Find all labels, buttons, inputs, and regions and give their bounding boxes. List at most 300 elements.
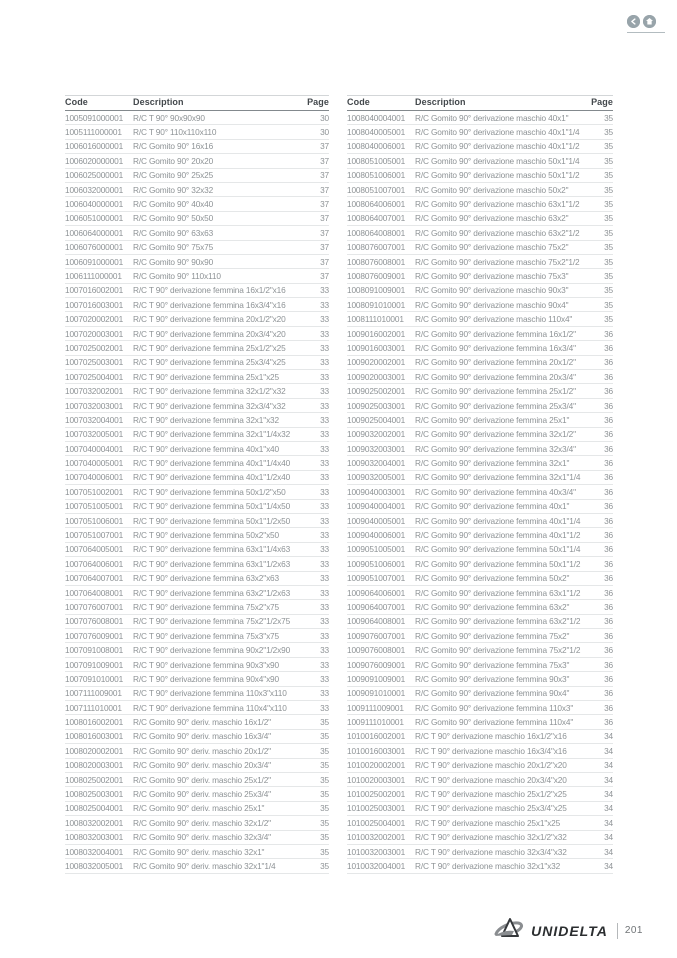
- cell-page: 36: [604, 688, 613, 699]
- cell-page: 35: [604, 199, 613, 210]
- cell-page: 33: [320, 659, 329, 670]
- cell-code: 1010032004001: [347, 861, 406, 871]
- cell-description: R/C Gomito 90° derivazione femmina 75x3": [415, 659, 570, 670]
- cell-page: 35: [320, 731, 329, 742]
- cell-description: R/C Gomito 90° 63x63: [133, 227, 214, 238]
- cell-description: R/C Gomito 90° deriv. maschio 25x1/2": [133, 774, 271, 785]
- cell-page: 33: [320, 558, 329, 569]
- table-row: [347, 643, 613, 657]
- cell-code: 1009076007001: [347, 630, 406, 641]
- cell-page: 33: [320, 501, 329, 512]
- cell-code: 1009076008001: [347, 645, 406, 656]
- table-row: [65, 111, 329, 125]
- cell-description: R/C Gomito 90° derivazione femmina 16x3/4": [415, 342, 576, 353]
- table-row: [347, 859, 613, 873]
- cell-page: 33: [320, 486, 329, 497]
- cell-code: 1008091010001: [347, 299, 406, 310]
- back-button[interactable]: [627, 15, 640, 28]
- cell-code: 1009016002001: [347, 328, 406, 339]
- cell-description: R/C T 90° derivazione femmina 40x1"1/4x40: [133, 458, 291, 469]
- cell-page: 33: [320, 314, 329, 325]
- cell-page: 33: [320, 673, 329, 684]
- cell-code: 1007025002001: [65, 342, 124, 353]
- cell-description: R/C Gomito 90° deriv. maschio 32x1": [133, 846, 265, 857]
- cell-description: R/C T 90° derivazione maschio 32x1"x32: [415, 861, 561, 871]
- cell-page: 36: [604, 357, 613, 368]
- cell-page: 35: [320, 760, 329, 771]
- cell-code: 1006051000001: [65, 213, 124, 224]
- cell-code: 1006076000001: [65, 242, 124, 253]
- cell-code: 1007091009001: [65, 659, 124, 670]
- cell-code: 1008032002001: [65, 817, 124, 828]
- table-row: [65, 370, 329, 384]
- table-row: [347, 197, 613, 211]
- cell-code: 1006020000001: [65, 155, 124, 166]
- table-row: [347, 284, 613, 298]
- table-row: [65, 658, 329, 672]
- cell-description: R/C T 90° derivazione femmina 32x1/2"x32: [133, 386, 286, 397]
- cell-page: 37: [320, 170, 329, 181]
- cell-description: R/C Gomito 90° derivazione maschio 75x3": [415, 270, 569, 281]
- cell-page: 36: [604, 429, 613, 440]
- table-row: [65, 514, 329, 528]
- cell-description: R/C T 90° derivazione femmina 32x3/4"x32: [133, 400, 286, 411]
- cell-page: 36: [604, 659, 613, 670]
- table-row: [65, 557, 329, 571]
- table-row: [65, 715, 329, 729]
- table-row: [65, 759, 329, 773]
- cell-description: R/C T 90° derivazione femmina 63x2"x63: [133, 573, 279, 584]
- cell-description: R/C Gomito 90° derivazione maschio 40x1"1/4: [415, 127, 580, 138]
- cell-description: R/C T 90° 110x110x110: [133, 127, 217, 138]
- cell-page: 37: [320, 184, 329, 195]
- cell-code: 1008016003001: [65, 731, 124, 742]
- table-header-row: [65, 95, 329, 111]
- cell-description: R/C Gomito 90° derivazione maschio 90x4": [415, 299, 569, 310]
- product-index-table-right: [347, 95, 613, 874]
- cell-page: 33: [320, 342, 329, 353]
- cell-code: 1008064007001: [347, 213, 406, 224]
- cell-code: 1007032003001: [65, 400, 124, 411]
- cell-description: R/C Gomito 90° 16x16: [133, 141, 214, 152]
- column-header-page: Page: [591, 97, 613, 107]
- cell-description: R/C Gomito 90° derivazione maschio 50x1"1/4: [415, 155, 580, 166]
- cell-description: R/C T 90° derivazione femmina 25x1"x25: [133, 371, 279, 382]
- table-row: [347, 615, 613, 629]
- cell-description: R/C Gomito 90° derivazione femmina 75x2": [415, 630, 570, 641]
- cell-page: 35: [320, 817, 329, 828]
- cell-page: 37: [320, 242, 329, 253]
- cell-description: R/C Gomito 90° derivazione femmina 63x2": [415, 601, 570, 612]
- table-row: [347, 212, 613, 226]
- table-row: [65, 500, 329, 514]
- cell-description: R/C T 90° derivazione femmina 20x1/2"x20: [133, 314, 286, 325]
- cell-code: 1007040005001: [65, 458, 124, 469]
- cell-code: 1010025004001: [347, 817, 406, 828]
- table-row: [347, 255, 613, 269]
- cell-code: 1005111000001: [65, 127, 122, 138]
- cell-description: R/C Gomito 90° 90x90: [133, 256, 214, 267]
- cell-code: 1008032003001: [65, 832, 124, 843]
- cell-page: 35: [320, 745, 329, 756]
- cell-page: 34: [604, 774, 613, 785]
- table-row: [347, 169, 613, 183]
- footer-divider: [617, 923, 618, 939]
- cell-page: 36: [604, 717, 613, 728]
- cell-code: 1007076007001: [65, 601, 124, 612]
- cell-page: 35: [604, 285, 613, 296]
- cell-page: 33: [320, 688, 329, 699]
- cell-code: 1009051005001: [347, 544, 406, 555]
- table-row: [65, 543, 329, 557]
- cell-description: R/C T 90° derivazione femmina 50x2"x50: [133, 530, 279, 541]
- cell-description: R/C Gomito 90° deriv. maschio 20x3/4": [133, 760, 271, 771]
- cell-code: 1008032004001: [65, 846, 124, 857]
- table-row: [347, 730, 613, 744]
- cell-code: 1009091010001: [347, 688, 406, 699]
- table-row: [347, 845, 613, 859]
- cell-description: R/C Gomito 90° derivazione femmina 110x3": [415, 702, 574, 713]
- cell-code: 1008076008001: [347, 256, 406, 267]
- cell-code: 1010032003001: [347, 846, 406, 857]
- cell-description: R/C T 90° derivazione maschio 20x1/2"x20: [415, 760, 567, 771]
- table-body: [65, 111, 329, 874]
- cell-description: R/C Gomito 90° derivazione femmina 40x3/4": [415, 486, 576, 497]
- cell-code: 1007064005001: [65, 544, 124, 555]
- table-row: [347, 471, 613, 485]
- table-row: [347, 629, 613, 643]
- table-row: [65, 802, 329, 816]
- cell-description: R/C T 90° derivazione femmina 16x3/4"x16: [133, 299, 286, 310]
- cell-code: 1009111010001: [347, 717, 404, 728]
- cell-page: 34: [604, 832, 613, 843]
- table-row: [65, 572, 329, 586]
- cell-description: R/C Gomito 90° deriv. maschio 16x3/4": [133, 731, 271, 742]
- column-header-description: Description: [133, 97, 184, 107]
- cell-description: R/C Gomito 90° derivazione maschio 40x1": [415, 112, 569, 123]
- cell-code: 1008032005001: [65, 861, 124, 871]
- cell-description: R/C Gomito 90° deriv. maschio 25x3/4": [133, 789, 271, 800]
- cell-page: 36: [604, 400, 613, 411]
- table-row: [347, 672, 613, 686]
- cell-page: 33: [320, 443, 329, 454]
- table-row: [65, 312, 329, 326]
- cell-description: R/C Gomito 90° derivazione femmina 16x1/2": [415, 328, 576, 339]
- cell-code: 1007016003001: [65, 299, 124, 310]
- cell-description: R/C T 90° derivazione maschio 25x3/4"x25: [415, 803, 567, 814]
- cell-code: 1007064006001: [65, 558, 124, 569]
- cell-description: R/C T 90° derivazione femmina 40x1"x40: [133, 443, 279, 454]
- cell-page: 36: [604, 414, 613, 425]
- cell-page: 35: [604, 270, 613, 281]
- table-row: [65, 341, 329, 355]
- cell-page: 37: [320, 141, 329, 152]
- cell-page: 35: [320, 846, 329, 857]
- table-row: [347, 528, 613, 542]
- cell-code: 1007064008001: [65, 587, 124, 598]
- cell-code: 1007016002001: [65, 285, 124, 296]
- table-row: [65, 226, 329, 240]
- cell-description: R/C T 90° derivazione femmina 25x3/4"x25: [133, 357, 286, 368]
- cell-code: 1007051006001: [65, 515, 124, 526]
- table-row: [347, 773, 613, 787]
- cell-description: R/C Gomito 90° 75x75: [133, 242, 214, 253]
- cell-code: 1009076009001: [347, 659, 406, 670]
- table-row: [65, 197, 329, 211]
- cell-page: 36: [604, 587, 613, 598]
- cell-page: 36: [604, 645, 613, 656]
- table-body: [347, 111, 613, 874]
- table-row: [347, 514, 613, 528]
- cell-code: 1009032005001: [347, 472, 406, 483]
- cell-description: R/C Gomito 90° derivazione maschio 75x2"1/2: [415, 256, 580, 267]
- cell-description: R/C Gomito 90° 20x20: [133, 155, 214, 166]
- cell-code: 1007111010001: [65, 702, 122, 713]
- toolbar-divider: [627, 32, 665, 33]
- cell-description: R/C Gomito 90° deriv. maschio 32x3/4": [133, 832, 271, 843]
- cell-description: R/C T 90° derivazione femmina 90x2"1/2x90: [133, 645, 291, 656]
- home-icon: [643, 15, 656, 28]
- cell-page: 36: [604, 573, 613, 584]
- cell-description: R/C Gomito 90° derivazione femmina 20x3/4": [415, 371, 576, 382]
- table-row: [65, 744, 329, 758]
- table-row: [347, 557, 613, 571]
- cell-page: 37: [320, 270, 329, 281]
- cell-code: 1007020003001: [65, 328, 124, 339]
- cell-description: R/C T 90° derivazione maschio 16x1/2"x16: [415, 731, 567, 742]
- table-row: [347, 485, 613, 499]
- cell-code: 1008091009001: [347, 285, 406, 296]
- cell-page: 35: [604, 227, 613, 238]
- cell-description: R/C Gomito 90° derivazione femmina 32x1/2": [415, 429, 576, 440]
- cell-code: 1009020002001: [347, 357, 406, 368]
- cell-page: 35: [604, 127, 613, 138]
- cell-code: 1010025002001: [347, 789, 406, 800]
- cell-page: 35: [320, 832, 329, 843]
- cell-code: 1009040004001: [347, 501, 406, 512]
- table-row: [65, 456, 329, 470]
- cell-code: 1009091009001: [347, 673, 406, 684]
- cell-page: 35: [320, 861, 329, 871]
- cell-description: R/C Gomito 90° deriv. maschio 16x1/2": [133, 717, 271, 728]
- cell-page: 35: [604, 155, 613, 166]
- product-index-table-left: [65, 95, 329, 874]
- cell-page: 36: [604, 601, 613, 612]
- cell-description: R/C Gomito 90° derivazione maschio 90x3": [415, 285, 569, 296]
- cell-page: 33: [320, 573, 329, 584]
- table-row: [347, 572, 613, 586]
- cell-page: 34: [604, 861, 613, 871]
- cell-description: R/C Gomito 90° deriv. maschio 32x1/2": [133, 817, 271, 828]
- table-row: [65, 154, 329, 168]
- cell-code: 1007040004001: [65, 443, 124, 454]
- cell-page: 35: [604, 314, 613, 325]
- cell-page: 36: [604, 386, 613, 397]
- cell-code: 1008020002001: [65, 745, 124, 756]
- cell-description: R/C Gomito 90° 110x110: [133, 270, 221, 281]
- table-row: [347, 658, 613, 672]
- cell-description: R/C Gomito 90° derivazione femmina 90x4": [415, 688, 570, 699]
- cell-description: R/C Gomito 90° 40x40: [133, 199, 214, 210]
- cell-code: 1008025003001: [65, 789, 124, 800]
- table-row: [347, 687, 613, 701]
- cell-code: 1008040005001: [347, 127, 406, 138]
- cell-description: R/C Gomito 90° derivazione femmina 32x1"1/4: [415, 472, 581, 483]
- cell-page: 37: [320, 199, 329, 210]
- cell-page: 33: [320, 299, 329, 310]
- table-row: [65, 428, 329, 442]
- cell-page: 33: [320, 544, 329, 555]
- cell-description: R/C T 90° derivazione femmina 25x1/2"x25: [133, 342, 286, 353]
- cell-code: 1008040006001: [347, 141, 406, 152]
- table-row: [65, 859, 329, 873]
- cell-code: 1009025003001: [347, 400, 406, 411]
- column-header-code: Code: [347, 97, 370, 107]
- cell-code: 1005091000001: [65, 112, 124, 123]
- cell-description: R/C T 90° derivazione femmina 40x1"1/2x40: [133, 472, 291, 483]
- cell-page: 36: [604, 558, 613, 569]
- cell-description: R/C T 90° derivazione maschio 25x1/2"x25: [415, 789, 567, 800]
- cell-code: 1007064007001: [65, 573, 124, 584]
- cell-page: 34: [604, 789, 613, 800]
- page-number: 201: [624, 925, 643, 936]
- table-row: [347, 341, 613, 355]
- cell-page: 35: [320, 717, 329, 728]
- cell-page: 33: [320, 328, 329, 339]
- cell-page: 33: [320, 530, 329, 541]
- cell-code: 1006111000001: [65, 270, 122, 281]
- table-row: [65, 183, 329, 197]
- cell-code: 1009064008001: [347, 616, 406, 627]
- cell-code: 1008025004001: [65, 803, 124, 814]
- cell-code: 1010016003001: [347, 745, 406, 756]
- cell-code: 1009111009001: [347, 702, 404, 713]
- cell-page: 36: [604, 515, 613, 526]
- cell-code: 1007051007001: [65, 530, 124, 541]
- cell-page: 34: [604, 745, 613, 756]
- cell-page: 36: [604, 616, 613, 627]
- table-row: [65, 255, 329, 269]
- cell-code: 1007040006001: [65, 472, 124, 483]
- table-row: [65, 284, 329, 298]
- cell-code: 1009040006001: [347, 530, 406, 541]
- cell-page: 33: [320, 587, 329, 598]
- table-row: [65, 471, 329, 485]
- cell-description: R/C T 90° 90x90x90: [133, 112, 205, 123]
- cell-description: R/C T 90° derivazione femmina 75x2"x75: [133, 601, 279, 612]
- cell-description: R/C Gomito 90° derivazione maschio 110x4": [415, 314, 573, 325]
- cell-page: 36: [604, 702, 613, 713]
- table-row: [65, 629, 329, 643]
- table-row: [347, 442, 613, 456]
- cell-code: 1008064006001: [347, 199, 406, 210]
- cell-page: 30: [320, 127, 329, 138]
- cell-code: 1009025002001: [347, 386, 406, 397]
- cell-page: 33: [320, 515, 329, 526]
- cell-code: 1008111010001: [347, 314, 404, 325]
- table-row: [347, 226, 613, 240]
- cell-description: R/C Gomito 90° derivazione maschio 50x2": [415, 184, 569, 195]
- table-row: [65, 600, 329, 614]
- cell-code: 1009040005001: [347, 515, 406, 526]
- cell-description: R/C Gomito 90° derivazione femmina 50x2": [415, 573, 570, 584]
- cell-page: 33: [320, 472, 329, 483]
- home-button[interactable]: [643, 15, 656, 28]
- cell-page: 33: [320, 414, 329, 425]
- table-row: [65, 125, 329, 139]
- cell-code: 1009032003001: [347, 443, 406, 454]
- cell-code: 1007025004001: [65, 371, 124, 382]
- table-row: [65, 672, 329, 686]
- table-row: [65, 384, 329, 398]
- cell-code: 1007032002001: [65, 386, 124, 397]
- cell-page: 33: [320, 630, 329, 641]
- cell-description: R/C Gomito 90° 25x25: [133, 170, 214, 181]
- table-row: [65, 356, 329, 370]
- table-row: [65, 442, 329, 456]
- cell-description: R/C Gomito 90° derivazione femmina 32x1": [415, 458, 570, 469]
- cell-code: 1010032002001: [347, 832, 406, 843]
- cell-description: R/C T 90° derivazione maschio 16x3/4"x16: [415, 745, 567, 756]
- cell-description: R/C T 90° derivazione femmina 32x1"x32: [133, 414, 279, 425]
- cell-page: 34: [604, 731, 613, 742]
- cell-description: R/C Gomito 90° derivazione maschio 75x2": [415, 242, 569, 253]
- cell-code: 1008076009001: [347, 270, 406, 281]
- cell-code: 1006032000001: [65, 184, 124, 195]
- table-row: [65, 327, 329, 341]
- table-row: [65, 212, 329, 226]
- cell-page: 35: [604, 242, 613, 253]
- table-row: [65, 701, 329, 715]
- cell-description: R/C T 90° derivazione femmina 16x1/2"x16: [133, 285, 286, 296]
- cell-page: 33: [320, 702, 329, 713]
- table-row: [65, 787, 329, 801]
- cell-page: 36: [604, 530, 613, 541]
- cell-page: 34: [604, 846, 613, 857]
- cell-page: 34: [604, 760, 613, 771]
- table-row: [347, 456, 613, 470]
- cell-page: 36: [604, 328, 613, 339]
- table-row: [65, 140, 329, 154]
- back-icon: [627, 15, 640, 28]
- footer: [493, 917, 643, 944]
- cell-description: R/C Gomito 90° derivazione femmina 63x2"1/2: [415, 616, 581, 627]
- cell-description: R/C Gomito 90° deriv. maschio 25x1": [133, 803, 265, 814]
- cell-code: 1007032005001: [65, 429, 124, 440]
- cell-description: R/C Gomito 90° derivazione maschio 63x1"1/2: [415, 199, 580, 210]
- cell-page: 33: [320, 429, 329, 440]
- table-row: [347, 759, 613, 773]
- cell-page: 35: [604, 112, 613, 123]
- cell-page: 35: [320, 789, 329, 800]
- cell-page: 33: [320, 400, 329, 411]
- cell-description: R/C T 90° derivazione femmina 63x1"1/4x63: [133, 544, 291, 555]
- cell-page: 35: [604, 299, 613, 310]
- cell-code: 1009040003001: [347, 486, 406, 497]
- cell-code: 1009051007001: [347, 573, 406, 584]
- cell-description: R/C T 90° derivazione femmina 90x3"x90: [133, 659, 279, 670]
- table-row: [347, 183, 613, 197]
- cell-page: 33: [320, 458, 329, 469]
- table-row: [65, 816, 329, 830]
- cell-description: R/C Gomito 90° derivazione maschio 63x2"1/2: [415, 227, 580, 238]
- table-row: [65, 413, 329, 427]
- table-row: [347, 500, 613, 514]
- table-row: [347, 816, 613, 830]
- cell-page: 33: [320, 601, 329, 612]
- toolbar: [627, 15, 665, 33]
- cell-page: 36: [604, 630, 613, 641]
